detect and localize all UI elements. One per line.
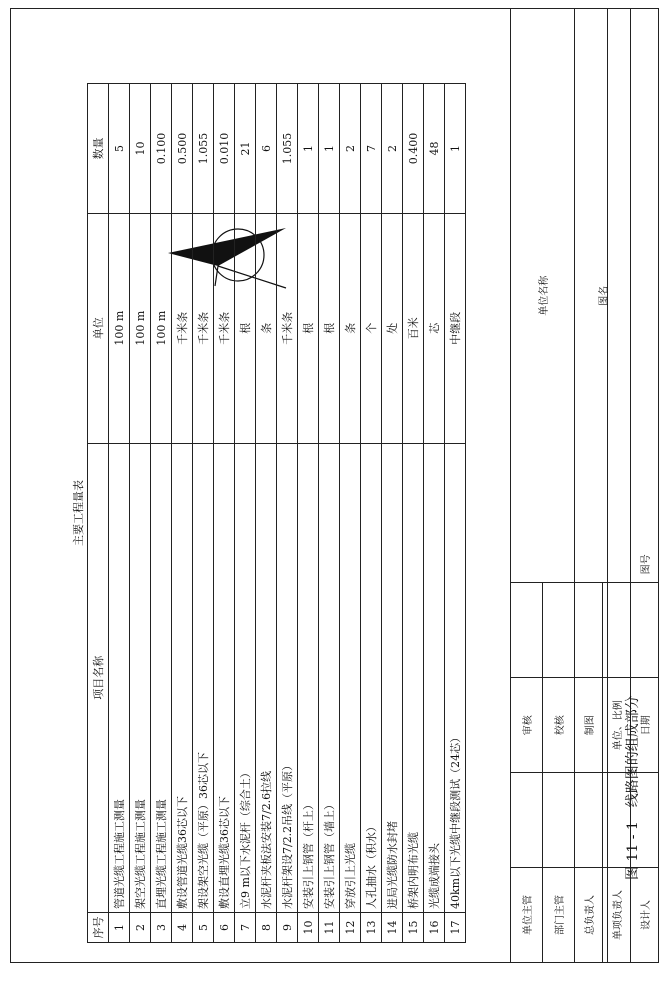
table-row (445, 84, 466, 943)
title-label: 单位、比例 (603, 678, 631, 773)
header-cell: 数量 (88, 84, 109, 214)
row-number-cell: 4 (172, 913, 193, 943)
row-number-cell: 8 (256, 913, 277, 943)
quantity-cell: 1 (298, 84, 319, 214)
table-row (382, 84, 403, 943)
drawing-name-cell: 图名 (575, 9, 631, 583)
title-label: 单位主管 (511, 868, 543, 963)
unit-cell: 条 (340, 213, 361, 443)
row-number-cell: 10 (298, 913, 319, 943)
quantity-cell: 1 (445, 84, 466, 214)
unit-cell: 百米 (403, 213, 424, 443)
unit-cell: 100 m (109, 213, 130, 443)
quantity-cell: 1.055 (193, 84, 214, 214)
unit-cell: 处 (382, 213, 403, 443)
title-label: 校核 (543, 678, 575, 773)
item-name-cell: 穿放引上光缆 (340, 443, 361, 912)
row-number-cell: 5 (193, 913, 214, 943)
table-row (151, 84, 172, 943)
title-label: 审核 (511, 678, 543, 773)
item-name-cell: 立9 m以下水泥杆（综合土） (235, 443, 256, 912)
quantity-table (69, 83, 466, 943)
unit-cell: 千米条 (172, 213, 193, 443)
table-row (361, 84, 382, 943)
item-name-cell: 管道光缆工程施工测量 (109, 443, 130, 912)
table-row (298, 84, 319, 943)
item-name-cell: 水泥杆夹板法安装7/2.6拉线 (256, 443, 277, 912)
unit-cell: 根 (235, 213, 256, 443)
row-number-cell: 3 (151, 913, 172, 943)
unit-cell: 根 (298, 213, 319, 443)
quantity-cell: 48 (424, 84, 445, 214)
quantity-cell: 5 (109, 84, 130, 214)
row-number-cell: 17 (445, 913, 466, 943)
quantity-cell: 2 (340, 84, 361, 214)
quantity-cell: 0.400 (403, 84, 424, 214)
table-row (403, 84, 424, 943)
header-cell: 序号 (88, 913, 109, 943)
item-name-cell: 直埋光缆工程施工测量 (151, 443, 172, 912)
item-name-cell: 安装引上钢管（杆上） (298, 443, 319, 912)
unit-cell: 中继段 (445, 213, 466, 443)
row-number-cell: 13 (361, 913, 382, 943)
table-row (193, 84, 214, 943)
title-label: 制图 (575, 678, 603, 773)
quantity-cell: 0.100 (151, 84, 172, 214)
quantity-cell: 0.010 (214, 84, 235, 214)
quantity-table-title: 主要工程量表 (72, 480, 85, 546)
unit-cell: 根 (319, 213, 340, 443)
item-name-cell: 安装引上钢管（墙上） (319, 443, 340, 912)
item-name-cell: 光缆成端接头 (424, 443, 445, 912)
drawing-number-cell: 图号 (631, 9, 659, 583)
item-name-cell: 敷设直埋光缆36芯以下 (214, 443, 235, 912)
row-number-cell: 6 (214, 913, 235, 943)
title-label: 总负责人 (575, 868, 603, 963)
header-cell: 项目名称 (88, 443, 109, 912)
row-number-cell: 12 (340, 913, 361, 943)
table-row (109, 84, 130, 943)
quantity-cell: 0.500 (172, 84, 193, 214)
title-label: 单项负责人 (603, 868, 631, 963)
quantity-cell: 7 (361, 84, 382, 214)
title-label: 部门主管 (543, 868, 575, 963)
unit-cell: 条 (256, 213, 277, 443)
table-row (235, 84, 256, 943)
item-name-cell: 进局光缆防水封堵 (382, 443, 403, 912)
row-number-cell: 14 (382, 913, 403, 943)
table-row (319, 84, 340, 943)
header-cell: 单位 (88, 213, 109, 443)
unit-cell: 千米条 (277, 213, 298, 443)
item-name-cell: 40km以下光缆中继段测试（24芯） (445, 443, 466, 912)
row-number-cell: 9 (277, 913, 298, 943)
item-name-cell: 敷设管道光缆36芯以下 (172, 443, 193, 912)
unit-cell: 100 m (151, 213, 172, 443)
table-header-row (88, 84, 109, 943)
row-number-cell: 11 (319, 913, 340, 943)
table-row (214, 84, 235, 943)
table-row (130, 84, 151, 943)
row-number-cell: 1 (109, 913, 130, 943)
title-label: 设计人 (631, 868, 659, 963)
table-row (256, 84, 277, 943)
table-row (424, 84, 445, 943)
table-row (340, 84, 361, 943)
table-row (172, 84, 193, 943)
quantity-cell: 6 (256, 84, 277, 214)
row-number-cell: 2 (130, 913, 151, 943)
item-name-cell: 架空光缆工程施工测量 (130, 443, 151, 912)
table-row (277, 84, 298, 943)
unit-cell: 千米条 (214, 213, 235, 443)
quantity-cell: 21 (235, 84, 256, 214)
quantity-cell: 1.055 (277, 84, 298, 214)
row-number-cell: 7 (235, 913, 256, 943)
quantity-cell: 1 (319, 84, 340, 214)
quantity-cell: 2 (382, 84, 403, 214)
figure-caption: 图 11 - 1 线路图的组成部分 (625, 695, 641, 880)
unit-cell: 个 (361, 213, 382, 443)
quantity-cell: 10 (130, 84, 151, 214)
item-name-cell: 桥架内明布光缆 (403, 443, 424, 912)
unit-cell: 千米条 (193, 213, 214, 443)
item-name-cell: 架设架空光缆（平原）36芯以下 (193, 443, 214, 912)
unit-cell: 芯 (424, 213, 445, 443)
unit-cell: 100 m (130, 213, 151, 443)
row-number-cell: 16 (424, 913, 445, 943)
item-name-cell: 水泥杆架设7/2.2吊线（平原） (277, 443, 298, 912)
row-number-cell: 15 (403, 913, 424, 943)
title-label: 日期 (631, 678, 659, 773)
item-name-cell: 人孔抽水（积水） (361, 443, 382, 912)
unit-name-cell: 单位名称 (511, 9, 575, 583)
